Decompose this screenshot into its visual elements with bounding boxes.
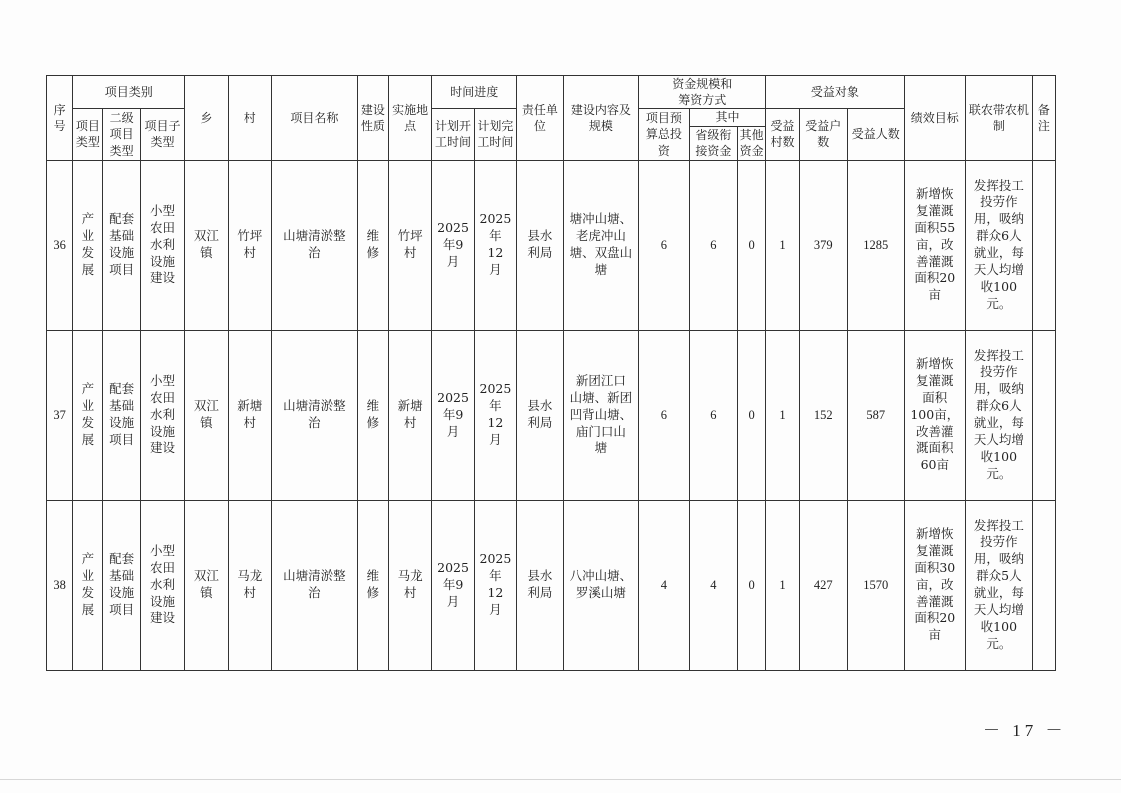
benef-households-cell: 152 (799, 330, 847, 500)
table-row (47, 500, 1056, 670)
header-township: 乡 (185, 76, 228, 161)
page-number: － 17 － (983, 721, 1067, 740)
header-benef-people: 受益人数 (848, 109, 905, 160)
header-performance: 绩效目标 (904, 76, 966, 161)
header-remarks: 备 注 (1032, 76, 1055, 161)
header-of-which: 其中 (689, 109, 766, 126)
benef-people-cell: 1285 (848, 160, 905, 330)
sub-type-cell: 小型 农田 水利 设施 建设 (140, 500, 184, 670)
mechanism-cell: 发挥投工 投劳作 用，吸纳 群众6人 就业，每 天人均增 收100 元。 (966, 160, 1033, 330)
responsible-cell: 县水 利局 (517, 160, 563, 330)
row-seq: 38 (47, 500, 73, 670)
content-cell: 八冲山塘、 罗溪山塘 (563, 500, 639, 670)
project-name-cell: 山塘清淤整 治 (271, 500, 357, 670)
village-cell: 马龙 村 (228, 500, 271, 670)
performance-cell: 新增恢 复灌溉 面积55 亩，改 善灌溉 面积20 亩 (904, 160, 966, 330)
benef-people-cell: 1570 (848, 500, 905, 670)
location-cell: 新塘 村 (388, 330, 431, 500)
header-responsible: 责任单 位 (517, 76, 563, 161)
header-sub-type: 项目子 类型 (140, 109, 184, 160)
provincial-funds-cell: 4 (689, 500, 737, 670)
header-project-name: 项目名称 (271, 76, 357, 161)
header-project-type: 项目 类型 (73, 109, 103, 160)
remarks-cell (1032, 500, 1055, 670)
header-seq: 序号 (47, 76, 73, 161)
content-cell: 新团江口 山塘、新团 凹背山塘、 庙门口山 塘 (563, 330, 639, 500)
total-budget-cell: 6 (639, 330, 689, 500)
project-type-cell: 产 业 发 展 (73, 500, 103, 670)
header-nature: 建设 性质 (357, 76, 388, 161)
secondary-type-cell: 配套 基础 设施 项目 (103, 160, 140, 330)
provincial-funds-cell: 6 (689, 330, 737, 500)
row-seq: 36 (47, 160, 73, 330)
header-village: 村 (228, 76, 271, 161)
project-table (46, 75, 1056, 671)
other-funds-cell: 0 (738, 160, 766, 330)
header-plan-end: 计划完 工时间 (474, 109, 516, 160)
mechanism-cell: 发挥投工 投劳作 用，吸纳 群众5人 就业，每 天人均增 收100 元。 (966, 500, 1033, 670)
plan-start-cell: 2025 年9 月 (432, 500, 474, 670)
content-cell: 塘冲山塘、 老虎冲山 塘、双盘山 塘 (563, 160, 639, 330)
location-cell: 竹坪 村 (388, 160, 431, 330)
secondary-type-cell: 配套 基础 设施 项目 (103, 500, 140, 670)
project-name-cell: 山塘清淤整 治 (271, 330, 357, 500)
remarks-cell (1032, 330, 1055, 500)
mechanism-cell: 发挥投工 投劳作 用，吸纳 群众6人 就业，每 天人均增 收100 元。 (966, 330, 1033, 500)
secondary-type-cell: 配套 基础 设施 项目 (103, 330, 140, 500)
sub-type-cell: 小型 农田 水利 设施 建设 (140, 160, 184, 330)
plan-end-cell: 2025 年 12 月 (474, 330, 516, 500)
scan-edge-line (0, 779, 1121, 780)
benef-households-cell: 379 (799, 160, 847, 330)
township-cell: 双江 镇 (185, 160, 228, 330)
header-benef-households: 受益户 数 (799, 109, 847, 160)
total-budget-cell: 6 (639, 160, 689, 330)
header-benef-villages: 受益 村数 (766, 109, 799, 160)
remarks-cell (1032, 160, 1055, 330)
nature-cell: 维 修 (357, 330, 388, 500)
header-funding: 资金规模和 筹资方式 (639, 76, 766, 109)
header-plan-start: 计划开 工时间 (432, 109, 474, 160)
row-seq: 37 (47, 330, 73, 500)
township-cell: 双江 镇 (185, 330, 228, 500)
total-budget-cell: 4 (639, 500, 689, 670)
other-funds-cell: 0 (738, 500, 766, 670)
project-type-cell: 产 业 发 展 (73, 160, 103, 330)
nature-cell: 维 修 (357, 160, 388, 330)
plan-start-cell: 2025 年9 月 (432, 330, 474, 500)
plan-end-cell: 2025 年 12 月 (474, 160, 516, 330)
plan-end-cell: 2025 年 12 月 (474, 500, 516, 670)
header-category: 项目类别 (73, 76, 185, 109)
table-row (47, 330, 1056, 500)
performance-cell: 新增恢 复灌溉 面积 100亩， 改善灌 溉面积 60亩 (904, 330, 966, 500)
header-location: 实施地 点 (388, 76, 431, 161)
project-type-cell: 产 业 发 展 (73, 330, 103, 500)
village-cell: 新塘 村 (228, 330, 271, 500)
header-schedule: 时间进度 (432, 76, 517, 109)
responsible-cell: 县水 利局 (517, 500, 563, 670)
performance-cell: 新增恢 复灌溉 面积30 亩，改 善灌溉 面积20 亩 (904, 500, 966, 670)
header-provincial: 省级衔 接资金 (689, 126, 737, 160)
provincial-funds-cell: 6 (689, 160, 737, 330)
benef-households-cell: 427 (799, 500, 847, 670)
plan-start-cell: 2025 年9 月 (432, 160, 474, 330)
responsible-cell: 县水 利局 (517, 330, 563, 500)
table-row (47, 160, 1056, 330)
project-name-cell: 山塘清淤整 治 (271, 160, 357, 330)
header-content: 建设内容及 规模 (563, 76, 639, 161)
benef-people-cell: 587 (848, 330, 905, 500)
location-cell: 马龙 村 (388, 500, 431, 670)
benef-villages-cell: 1 (766, 160, 799, 330)
nature-cell: 维 修 (357, 500, 388, 670)
township-cell: 双江 镇 (185, 500, 228, 670)
header-secondary-type: 二级 项目 类型 (103, 109, 140, 160)
header-other-funds: 其他 资金 (738, 126, 766, 160)
village-cell: 竹坪 村 (228, 160, 271, 330)
header-mechanism: 联农带农机 制 (966, 76, 1033, 161)
other-funds-cell: 0 (738, 330, 766, 500)
sub-type-cell: 小型 农田 水利 设施 建设 (140, 330, 184, 500)
header-beneficiary: 受益对象 (766, 76, 904, 109)
benef-villages-cell: 1 (766, 500, 799, 670)
benef-villages-cell: 1 (766, 330, 799, 500)
header-total-budget: 项目预 算总投 资 (639, 109, 689, 160)
